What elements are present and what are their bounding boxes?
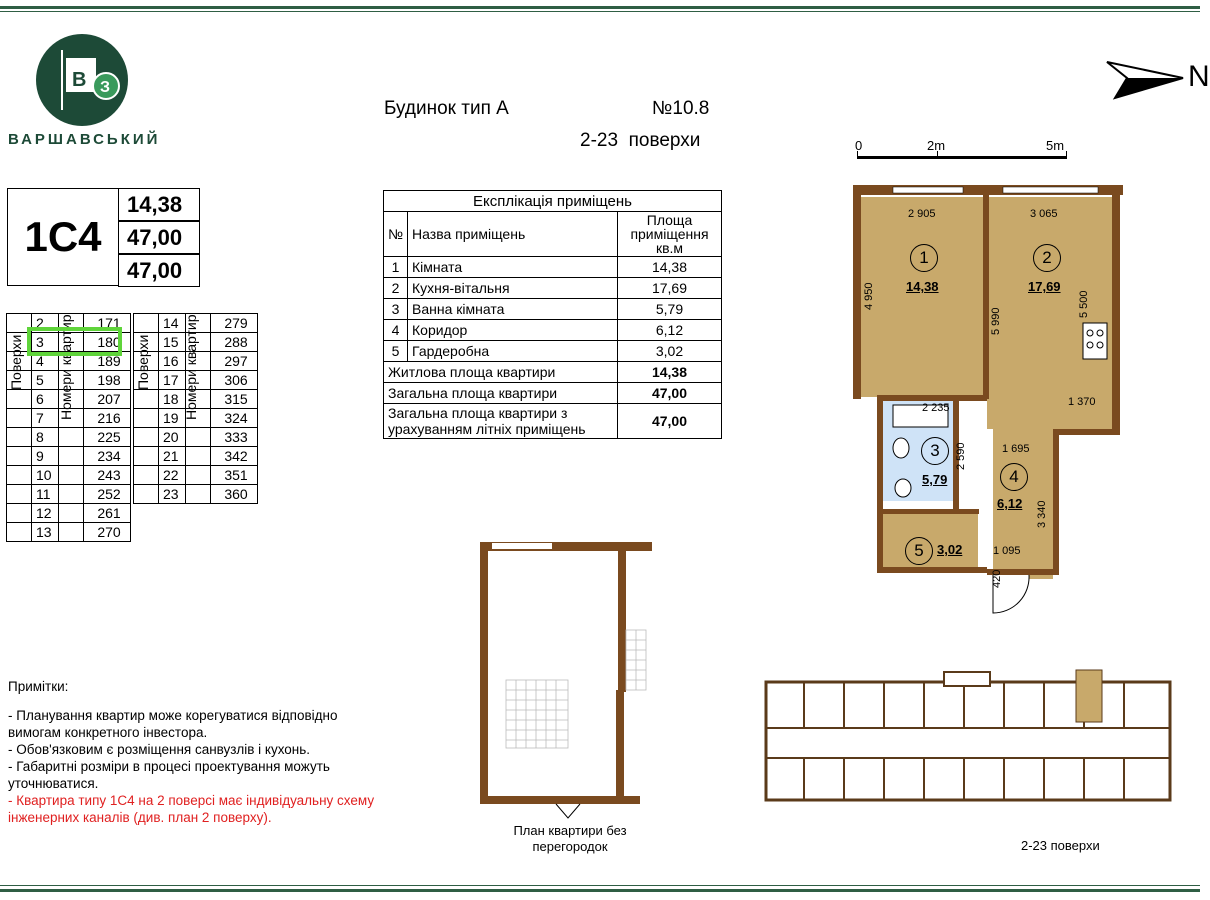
brand-name: ВАРШАВСЬКИЙ xyxy=(8,131,161,148)
apartment-number: 351 xyxy=(211,466,258,485)
living-area-total: 14,38 xyxy=(618,362,722,383)
bottom-frame-line-thin xyxy=(0,885,1200,886)
row-name: Гардеробна xyxy=(408,341,618,362)
floor-row xyxy=(134,333,258,352)
apt-label-spacer xyxy=(59,390,84,409)
north-arrow-icon xyxy=(1105,60,1185,105)
apartment-number: 333 xyxy=(211,428,258,447)
apartment-number: 324 xyxy=(211,409,258,428)
floor-label-spacer xyxy=(134,485,159,504)
apt-label-spacer xyxy=(186,314,211,333)
floor-row xyxy=(134,371,258,390)
row-name: Коридор xyxy=(408,320,618,341)
svg-text:В: В xyxy=(72,69,87,91)
row-area: 17,69 xyxy=(618,278,722,299)
apt-label-spacer xyxy=(59,466,84,485)
dim-corridor-height: 3 340 xyxy=(1036,500,1048,528)
apartment-number: 360 xyxy=(211,485,258,504)
floor-label-spacer xyxy=(7,409,32,428)
floor-row xyxy=(7,428,131,447)
apt-label-spacer xyxy=(186,428,211,447)
col-name-header: Назва приміщень xyxy=(408,212,618,257)
floor-number: 5 xyxy=(32,371,59,390)
room-4-area: 6,12 xyxy=(997,496,1023,511)
floor-label-spacer xyxy=(134,466,159,485)
floor-label-spacer xyxy=(7,390,32,409)
floor-row xyxy=(7,485,131,504)
apt-label-spacer xyxy=(186,352,211,371)
room-5-number: 5 xyxy=(905,537,933,565)
apartment-number: 297 xyxy=(211,352,258,371)
dim-corridor-width: 1 695 xyxy=(1002,443,1030,455)
explication-title: Експлікація приміщень xyxy=(384,191,722,212)
room-1-number: 1 xyxy=(910,244,938,272)
floor-number: 12 xyxy=(32,504,59,523)
floor-row xyxy=(7,447,131,466)
explication-table xyxy=(383,190,722,439)
floor-number: 2 xyxy=(32,314,59,333)
floor-row xyxy=(7,409,131,428)
floors-table-right xyxy=(133,313,258,504)
current-apartment-highlight xyxy=(27,327,122,356)
apt-label-spacer xyxy=(186,333,211,352)
apartment-number: 207 xyxy=(84,390,131,409)
apt-numbers-label-right: Номери квартир xyxy=(183,314,199,420)
floor-label-spacer xyxy=(134,371,159,390)
row-area: 5,79 xyxy=(618,299,722,320)
notes-section xyxy=(8,678,378,826)
apt-label-spacer xyxy=(59,485,84,504)
floors-range: 2-23 поверхи xyxy=(580,130,701,151)
floor-number: 7 xyxy=(32,409,59,428)
room-1-area: 14,38 xyxy=(906,279,939,294)
col-num-header: № xyxy=(384,212,408,257)
scale-5m: 5m xyxy=(1046,138,1065,153)
floors-label-right: Поверхи xyxy=(135,334,151,390)
floor-label-spacer xyxy=(134,333,159,352)
floor-number: 15 xyxy=(159,333,186,352)
floor-number: 19 xyxy=(159,409,186,428)
floor-number: 22 xyxy=(159,466,186,485)
floor-label-spacer xyxy=(7,466,32,485)
floor-label-spacer xyxy=(134,314,159,333)
apartment-number: 261 xyxy=(84,504,131,523)
floor-row xyxy=(134,466,258,485)
apt-label-spacer xyxy=(59,371,84,390)
living-area-label: Житлова площа квартири xyxy=(384,362,618,383)
apartment-number: 234 xyxy=(84,447,131,466)
col-area-header: Площа приміщення кв.м xyxy=(618,212,722,257)
apartment-code: 1С4 xyxy=(7,188,119,286)
summer-area-label: Загальна площа квартири з урахуванням літніх приміщень xyxy=(384,404,618,439)
apt-label-spacer xyxy=(186,409,211,428)
floor-number: 13 xyxy=(32,523,59,542)
apartment-number: 216 xyxy=(84,409,131,428)
top-frame-line xyxy=(0,6,1200,9)
floors-label-left: Поверхи xyxy=(8,334,24,390)
apartment-number: 180 xyxy=(84,333,131,352)
floor-row xyxy=(7,371,131,390)
floor-row xyxy=(134,314,258,333)
dim-bath-width: 2 235 xyxy=(922,402,950,414)
apartment-number: 171 xyxy=(84,314,131,333)
floor-plan-caption: 2-23 поверхи xyxy=(1021,838,1100,853)
total-area-total: 47,00 xyxy=(618,383,722,404)
dim-kitchen-depth: 1 370 xyxy=(1068,396,1096,408)
room-3-number: 3 xyxy=(921,437,949,465)
row-number: 5 xyxy=(384,341,408,362)
row-name: Кімната xyxy=(408,257,618,278)
floor-label-spacer xyxy=(134,447,159,466)
floor-row xyxy=(134,485,258,504)
apartment-number: 315 xyxy=(211,390,258,409)
floor-row xyxy=(134,428,258,447)
floor-label-spacer xyxy=(134,409,159,428)
apt-label-spacer xyxy=(186,371,211,390)
dim-room1-height: 4 950 xyxy=(863,282,875,310)
note-2: - Обов'язковим є розміщення санвузлів і кухонь. xyxy=(8,742,311,757)
room-4-number: 4 xyxy=(1000,463,1028,491)
row-area: 3,02 xyxy=(618,341,722,362)
floor-label-spacer xyxy=(134,428,159,447)
dim-room2-width: 3 065 xyxy=(1030,208,1058,220)
floor-row xyxy=(7,466,131,485)
floor-label-spacer xyxy=(134,390,159,409)
brand-logo xyxy=(36,34,128,126)
row-area: 14,38 xyxy=(618,257,722,278)
apt-label-spacer xyxy=(59,409,84,428)
apt-label-spacer xyxy=(59,428,84,447)
apt-label-spacer xyxy=(59,504,84,523)
dim-room2-height: 5 990 xyxy=(990,307,1002,335)
apt-label-spacer xyxy=(186,485,211,504)
floor-row xyxy=(134,390,258,409)
apartment-number: 279 xyxy=(211,314,258,333)
apt-label-spacer xyxy=(186,390,211,409)
floor-row xyxy=(134,409,258,428)
floor-label-spacer xyxy=(7,447,32,466)
total-area-label: Загальна площа квартири xyxy=(384,383,618,404)
floor-number: 23 xyxy=(159,485,186,504)
room-2-area: 17,69 xyxy=(1028,279,1061,294)
notes-title: Примітки: xyxy=(8,679,69,694)
row-name: Ванна кімната xyxy=(408,299,618,320)
apartment-number: 306 xyxy=(211,371,258,390)
room-5-area: 3,02 xyxy=(937,542,963,557)
floor-plan-thumbnail xyxy=(764,668,1174,804)
floor-row xyxy=(134,352,258,371)
floor-number: 18 xyxy=(159,390,186,409)
scale-zero: 0 xyxy=(855,138,863,153)
floor-number: 4 xyxy=(32,352,59,371)
floor-number: 8 xyxy=(32,428,59,447)
apt-label-spacer xyxy=(59,447,84,466)
apartment-number: 189 xyxy=(84,352,131,371)
top-frame-line-thin xyxy=(0,11,1200,12)
living-area-value: 14,38 xyxy=(118,188,200,221)
floor-number: 20 xyxy=(159,428,186,447)
row-number: 2 xyxy=(384,278,408,299)
floor-number: 6 xyxy=(32,390,59,409)
explication-row xyxy=(384,257,722,278)
total-area-value: 47,00 xyxy=(118,221,200,254)
room-3-area: 5,79 xyxy=(922,472,948,487)
note-3: - Габаритні розміри в процесі проектування можуть уточнюватися. xyxy=(8,759,330,791)
note-1: - Планування квартир може корегуватися відповідно вимогам конкретного інвестора. xyxy=(8,708,338,740)
north-label: N xyxy=(1188,60,1210,93)
apt-label-spacer xyxy=(59,523,84,542)
floor-number: 11 xyxy=(32,485,59,504)
floor-number: 3 xyxy=(32,333,59,352)
open-plan-caption: План квартири без перегородок xyxy=(513,823,627,854)
scale-bar xyxy=(857,145,1067,159)
bottom-frame-line xyxy=(0,889,1200,892)
floor-number: 21 xyxy=(159,447,186,466)
floor-row xyxy=(7,504,131,523)
apartment-number: 270 xyxy=(84,523,131,542)
floor-label-spacer xyxy=(7,523,32,542)
apt-label-spacer xyxy=(186,466,211,485)
floor-number: 16 xyxy=(159,352,186,371)
apt-label-spacer xyxy=(186,447,211,466)
floor-label-spacer xyxy=(134,352,159,371)
summer-area-total: 47,00 xyxy=(618,404,722,439)
floor-row xyxy=(7,390,131,409)
floor-number: 17 xyxy=(159,371,186,390)
explication-row xyxy=(384,299,722,320)
dim-bath-height: 2 590 xyxy=(955,442,967,470)
floor-row xyxy=(7,523,131,542)
floor-label-spacer xyxy=(7,428,32,447)
scale-2m: 2m xyxy=(927,138,946,153)
row-number: 4 xyxy=(384,320,408,341)
row-number: 3 xyxy=(384,299,408,320)
floor-label-spacer xyxy=(7,504,32,523)
dim-entry-width: 1 095 xyxy=(993,545,1021,557)
summer-area-value: 47,00 xyxy=(118,254,200,287)
dim-room1-width: 2 905 xyxy=(908,208,936,220)
floor-number: 14 xyxy=(159,314,186,333)
apartment-number: 198 xyxy=(84,371,131,390)
explication-row xyxy=(384,341,722,362)
building-type: Будинок тип А xyxy=(384,98,509,119)
floor-number: 10 xyxy=(32,466,59,485)
note-red: - Квартира типу 1С4 на 2 поверсі має індивідуальну схему інженерних каналів (див. план 2 поверху). xyxy=(8,793,375,825)
apartment-number: 342 xyxy=(211,447,258,466)
building-number: №10.8 xyxy=(652,98,710,119)
room-2-number: 2 xyxy=(1033,244,1061,272)
row-name: Кухня-вітальня xyxy=(408,278,618,299)
floor-row xyxy=(134,447,258,466)
floor-number: 9 xyxy=(32,447,59,466)
row-number: 1 xyxy=(384,257,408,278)
floor-label-spacer xyxy=(7,485,32,504)
open-plan-drawing xyxy=(476,540,656,820)
apt-numbers-label-left: Номери квартир xyxy=(58,314,74,420)
explication-row xyxy=(384,278,722,299)
dim-kitchen-height: 5 500 xyxy=(1078,290,1090,318)
floor-label-spacer xyxy=(7,371,32,390)
explication-row xyxy=(384,320,722,341)
dim-entry-depth: 420 xyxy=(991,569,1003,588)
apartment-number: 225 xyxy=(84,428,131,447)
row-area: 6,12 xyxy=(618,320,722,341)
apartment-number: 288 xyxy=(211,333,258,352)
svg-text:З: З xyxy=(100,79,111,96)
apartment-number: 252 xyxy=(84,485,131,504)
apartment-number: 243 xyxy=(84,466,131,485)
